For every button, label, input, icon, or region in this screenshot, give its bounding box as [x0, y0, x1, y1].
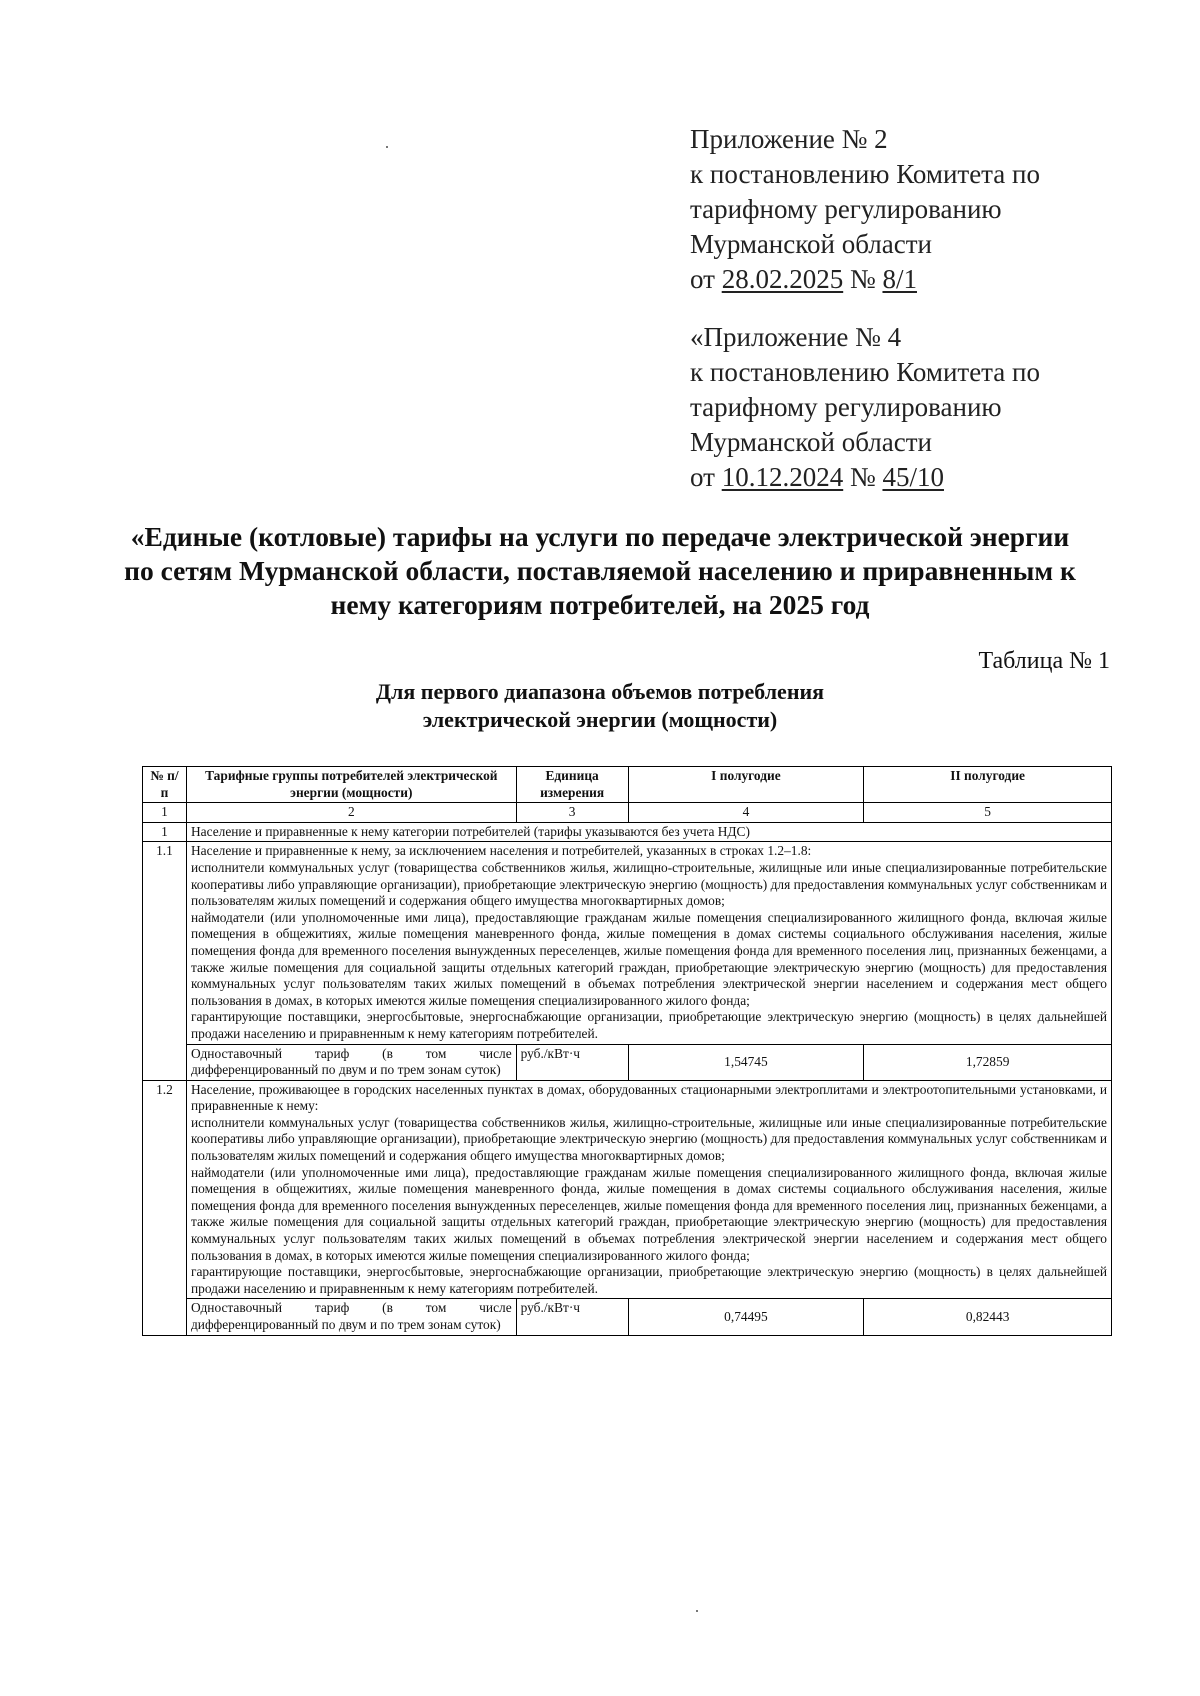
- tariff-label: Одноставочный тариф (в том числе дифференцированный по двум и по трем зонам суток): [186, 1044, 516, 1080]
- column-number: 1: [143, 803, 187, 823]
- scan-speck: [386, 146, 388, 148]
- tariff-table: [142, 766, 1112, 1336]
- header-half-2: II полугодие: [864, 767, 1112, 803]
- tariff-value-half-2: 1,72859: [864, 1044, 1112, 1080]
- annex-2-number: 8/1: [882, 264, 917, 294]
- column-number-row: [143, 803, 1112, 823]
- annex-4-date: 10.12.2024: [721, 462, 844, 492]
- tariff-value-half-2: 0,82443: [864, 1299, 1112, 1335]
- column-number: 4: [628, 803, 864, 823]
- annex-2-line: Мурманской области: [690, 229, 932, 259]
- annex-4-number: 45/10: [882, 462, 944, 492]
- header-half-1: I полугодие: [628, 767, 864, 803]
- group-paragraph: наймодатели (или уполномоченные ими лица), предоставляющие гражданам жилые помещения специализированного жилищного фонда, включая жилые помещения в общежитиях, жилые помещения маневренного фонда, жилые помещения в домах системы социального обслуживания населения, жилые помещения фонда для временного поселения вынужденных переселенцев, жилые помещения фонда для временного поселения лиц, признанных беженцами, а также жилые помещения для социальной защиты отдельных категорий граждан, приобретающие электрическую энергию (мощность) для предоставления коммунальных услуг пользователям таких жилых помещений в объемах потребления электрической энергии населением и содержания мест общего пользования в домах, в которых имеются жилые помещения специализированного жилого фонда;: [190, 909, 1107, 1008]
- annex-2-block: [690, 122, 1040, 297]
- date-prefix: от: [690, 462, 715, 492]
- tariff-value-half-1: 0,74495: [628, 1299, 864, 1335]
- group-paragraph: гарантирующие поставщики, энергосбытовые, энергоснабжающие организации, приобретающие электрическую энергию (мощность) в целях дальнейшей продажи населению и приравненным к нему категориям потребителей.: [190, 1009, 1107, 1041]
- annex-2-line: к постановлению Комитета по: [690, 159, 1040, 189]
- date-prefix: от: [690, 264, 715, 294]
- section-heading: Население и приравненные к нему категории потребителей (тарифы указываются без учета НДС): [186, 822, 1111, 842]
- annex-4-block: [690, 320, 1040, 495]
- tariff-label: Одноставочный тариф (в том числе дифференцированный по двум и по трем зонам суток): [186, 1299, 516, 1335]
- tariff-value-half-1: 1,54745: [628, 1044, 864, 1080]
- annex-4-line: Мурманской области: [690, 427, 932, 457]
- column-number: 2: [186, 803, 516, 823]
- annex-2-line: тарифному регулированию: [690, 194, 1002, 224]
- column-number: 5: [864, 803, 1112, 823]
- row-num: 1: [143, 822, 187, 842]
- group-paragraph: гарантирующие поставщики, энергосбытовые, энергоснабжающие организации, приобретающие электрическую энергию (мощность) в целях дальнейшей продажи населению и приравненным к нему категориям потребителей.: [190, 1264, 1107, 1296]
- table-subtitle: [250, 678, 950, 734]
- group-description: [186, 1080, 1111, 1299]
- scan-speck: [696, 1610, 698, 1612]
- header-num: № п/п: [143, 767, 187, 803]
- annex-4-date-line: [690, 460, 1040, 495]
- tariff-unit: руб./кВт·ч: [516, 1044, 628, 1080]
- number-prefix: №: [849, 264, 876, 294]
- header-group: Тарифные группы потребителей электрической энергии (мощности): [186, 767, 516, 803]
- annex-2-date: 28.02.2025: [721, 264, 844, 294]
- group-paragraph: наймодатели (или уполномоченные ими лица), предоставляющие гражданам жилые помещения специализированного жилищного фонда, включая жилые помещения в общежитиях, жилые помещения маневренного фонда, жилые помещения в домах системы социального обслуживания населения, жилые помещения фонда для временного поселения вынужденных переселенцев, жилые помещения фонда для временного поселения лиц, признанных беженцами, а также жилые помещения для социальной защиты отдельных категорий граждан, приобретающие электрическую энергию (мощность) для предоставления коммунальных услуг пользователям таких жилых помещений в объемах потребления электрической энергии населением и содержания мест общего пользования в домах, в которых имеются жилые помещения специализированного жилого фонда;: [190, 1164, 1107, 1263]
- table-row: [143, 1044, 1112, 1080]
- annex-4-line: тарифному регулированию: [690, 392, 1002, 422]
- row-num: 1.2: [143, 1080, 187, 1335]
- table-row: [143, 1080, 1112, 1299]
- annex-4-line: к постановлению Комитета по: [690, 357, 1040, 387]
- annex-4-heading: «Приложение № 4: [690, 322, 902, 352]
- group-paragraph: исполнители коммунальных услуг (товарищества собственников жилья, жилищно-строительные, жилищные или иные специализированные потребительские кооперативы либо управляющие организации), приобретающие электрическую энергию (мощность) для предоставления коммунальных услуг собственникам и пользователям жилых помещений и содержания общего имущества многоквартирных домов;: [190, 859, 1107, 909]
- annex-2-date-line: [690, 262, 1040, 297]
- group-intro: Население и приравненные к нему, за исключением населения и потребителей, указанных в строках 1.2–1.8:: [190, 843, 812, 859]
- row-num: 1.1: [143, 842, 187, 1080]
- number-prefix: №: [849, 462, 876, 492]
- table-row: [143, 822, 1112, 842]
- column-number: 3: [516, 803, 628, 823]
- table-header-row: [143, 767, 1112, 803]
- annex-2-heading: Приложение № 2: [690, 124, 888, 154]
- group-paragraph: исполнители коммунальных услуг (товарищества собственников жилья, жилищно-строительные, жилищные или иные специализированные потребительские кооперативы либо управляющие организации), приобретающие электрическую энергию (мощность) для предоставления коммунальных услуг собственникам и пользователям жилых помещений и содержания общего имущества многоквартирных домов;: [190, 1114, 1107, 1164]
- table-number: Таблица № 1: [978, 648, 1110, 674]
- header-unit: Единица измерения: [516, 767, 628, 803]
- table-row: [143, 842, 1112, 1044]
- table-row: [143, 1299, 1112, 1335]
- tariff-unit: руб./кВт·ч: [516, 1299, 628, 1335]
- document-title: «Единые (котловые) тарифы на услуги по передаче электрической энергии по сетям Мурманской области, поставляемой населению и приравненным к нему категориям потребителей, на 2025 год: [124, 521, 1076, 620]
- subtitle-line: электрической энергии (мощности): [422, 707, 778, 732]
- group-description: [186, 842, 1111, 1044]
- group-intro: Население, проживающее в городских населенных пунктах в домах, оборудованных стационарными электроплитами и электроотопительными установками, и приравненные к нему:: [190, 1081, 1107, 1114]
- subtitle-line: Для первого диапазона объемов потребления: [375, 679, 825, 704]
